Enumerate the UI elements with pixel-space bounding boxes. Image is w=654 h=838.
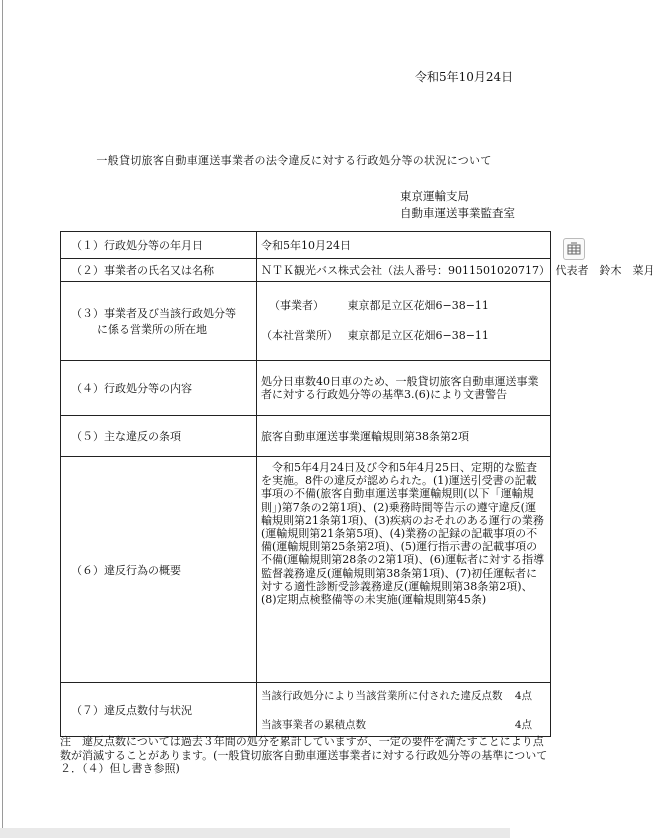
points-total-text: 当該事業者の累積点数 (261, 718, 366, 731)
document-title: 一般貸切旅客自動車運送事業者の法令違反に対する行政処分等の状況について (96, 154, 492, 167)
grid-toolbar-icon (567, 242, 581, 256)
issuer-office: 自動車運送事業監査室 (400, 206, 515, 220)
row-label-summary: （６）違反行為の概要 (61, 457, 257, 683)
row-label-violation-clause: （５）主な違反の条項 (61, 416, 257, 457)
disposition-table (60, 231, 654, 737)
issuer-bureau: 東京運輸支局 (400, 189, 469, 203)
row-label-operator: （２）事業者の氏名又は名称 (61, 259, 257, 282)
row-value-operator: ＮＴＫ観光バス株式会社（法人番号：9011501020717） 代表者 鈴木 菜月 (257, 259, 551, 282)
points-office-value: 4点 (514, 689, 532, 702)
points-total-value: 4点 (514, 718, 532, 731)
points-office-text: 当該行政処分により当該営業所に付された違反点数 (261, 689, 503, 702)
table-row (61, 416, 551, 457)
footnote: 注 違反点数については過去３年間の処分を累計していますが、一定の要件を満たすことにより点数が消滅することがあります。(一般貸切旅客自動車運送事業者に対する行政処分等の基準について２．（４）但し書き参照) (60, 735, 548, 775)
table-row (61, 361, 551, 416)
row-label-address-line1: （３）事業者及び当該行政処分等 (71, 307, 236, 320)
address-office-label: （本社営業所） (261, 329, 338, 342)
row-value-summary: 令和5年4月24日及び令和5年4月25日、定期的な監査を実施。8件の違反が認められた。(1)運送引受書の記載事項の不備(旅客自動車運送事業運輸規則(以下「運輸規則」)第7条の2第1項)、(2)乗務時間等告示の遵守違反(運輸規則第21条第1項)、(3)疾病のおそれのある運行の業務(運輸規則第21条第5項)、(4)業務の記録の記載事項の不備(運輸規則第25条第2項)、(5)運行指示書の記載事項の不備(運輸規則第28条の2第1項)、(6)運転者に対する指導監督義務違反(運輸規則第38条第1項)、(7)初任運転者に対する適性診断受診義務違反(運輸規則第38条第2項)、(8)定期点検整備等の未実施(運輸規則第45条) (261, 461, 545, 607)
page-edge (2, 0, 3, 838)
row-label-content: （４）行政処分等の内容 (61, 361, 257, 416)
table-row (61, 282, 551, 361)
row-value-points (257, 683, 551, 737)
address-operator-label: （事業者） (269, 299, 324, 312)
row-value-content: 処分日車数40日車のため、一般貸切旅客自動車運送事業者に対する行政処分等の基準3.(6)により文書警告 (257, 361, 551, 416)
side-tool-button[interactable] (563, 238, 585, 260)
row-value-address (257, 282, 551, 361)
row-value-date: 令和5年10月24日 (257, 232, 551, 259)
table-row (61, 457, 551, 683)
row-label-date: （１）行政処分等の年月日 (61, 232, 257, 259)
address-office-value: 東京都足立区花畑6−38−11 (347, 329, 489, 342)
table-row (61, 259, 551, 282)
row-label-points: （７）違反点数付与状況 (61, 683, 257, 737)
document-date: 令和5年10月24日 (415, 70, 514, 84)
table-row (61, 232, 551, 259)
address-operator-value: 東京都足立区花畑6−38−11 (347, 299, 489, 312)
row-label-address-line2: に係る営業所の所在地 (97, 323, 207, 336)
horizontal-scrollbar[interactable] (0, 828, 510, 838)
row-value-violation-clause: 旅客自動車運送事業運輸規則第38条第2項 (257, 416, 551, 457)
table-row (61, 683, 551, 737)
issuer-block (400, 188, 515, 222)
